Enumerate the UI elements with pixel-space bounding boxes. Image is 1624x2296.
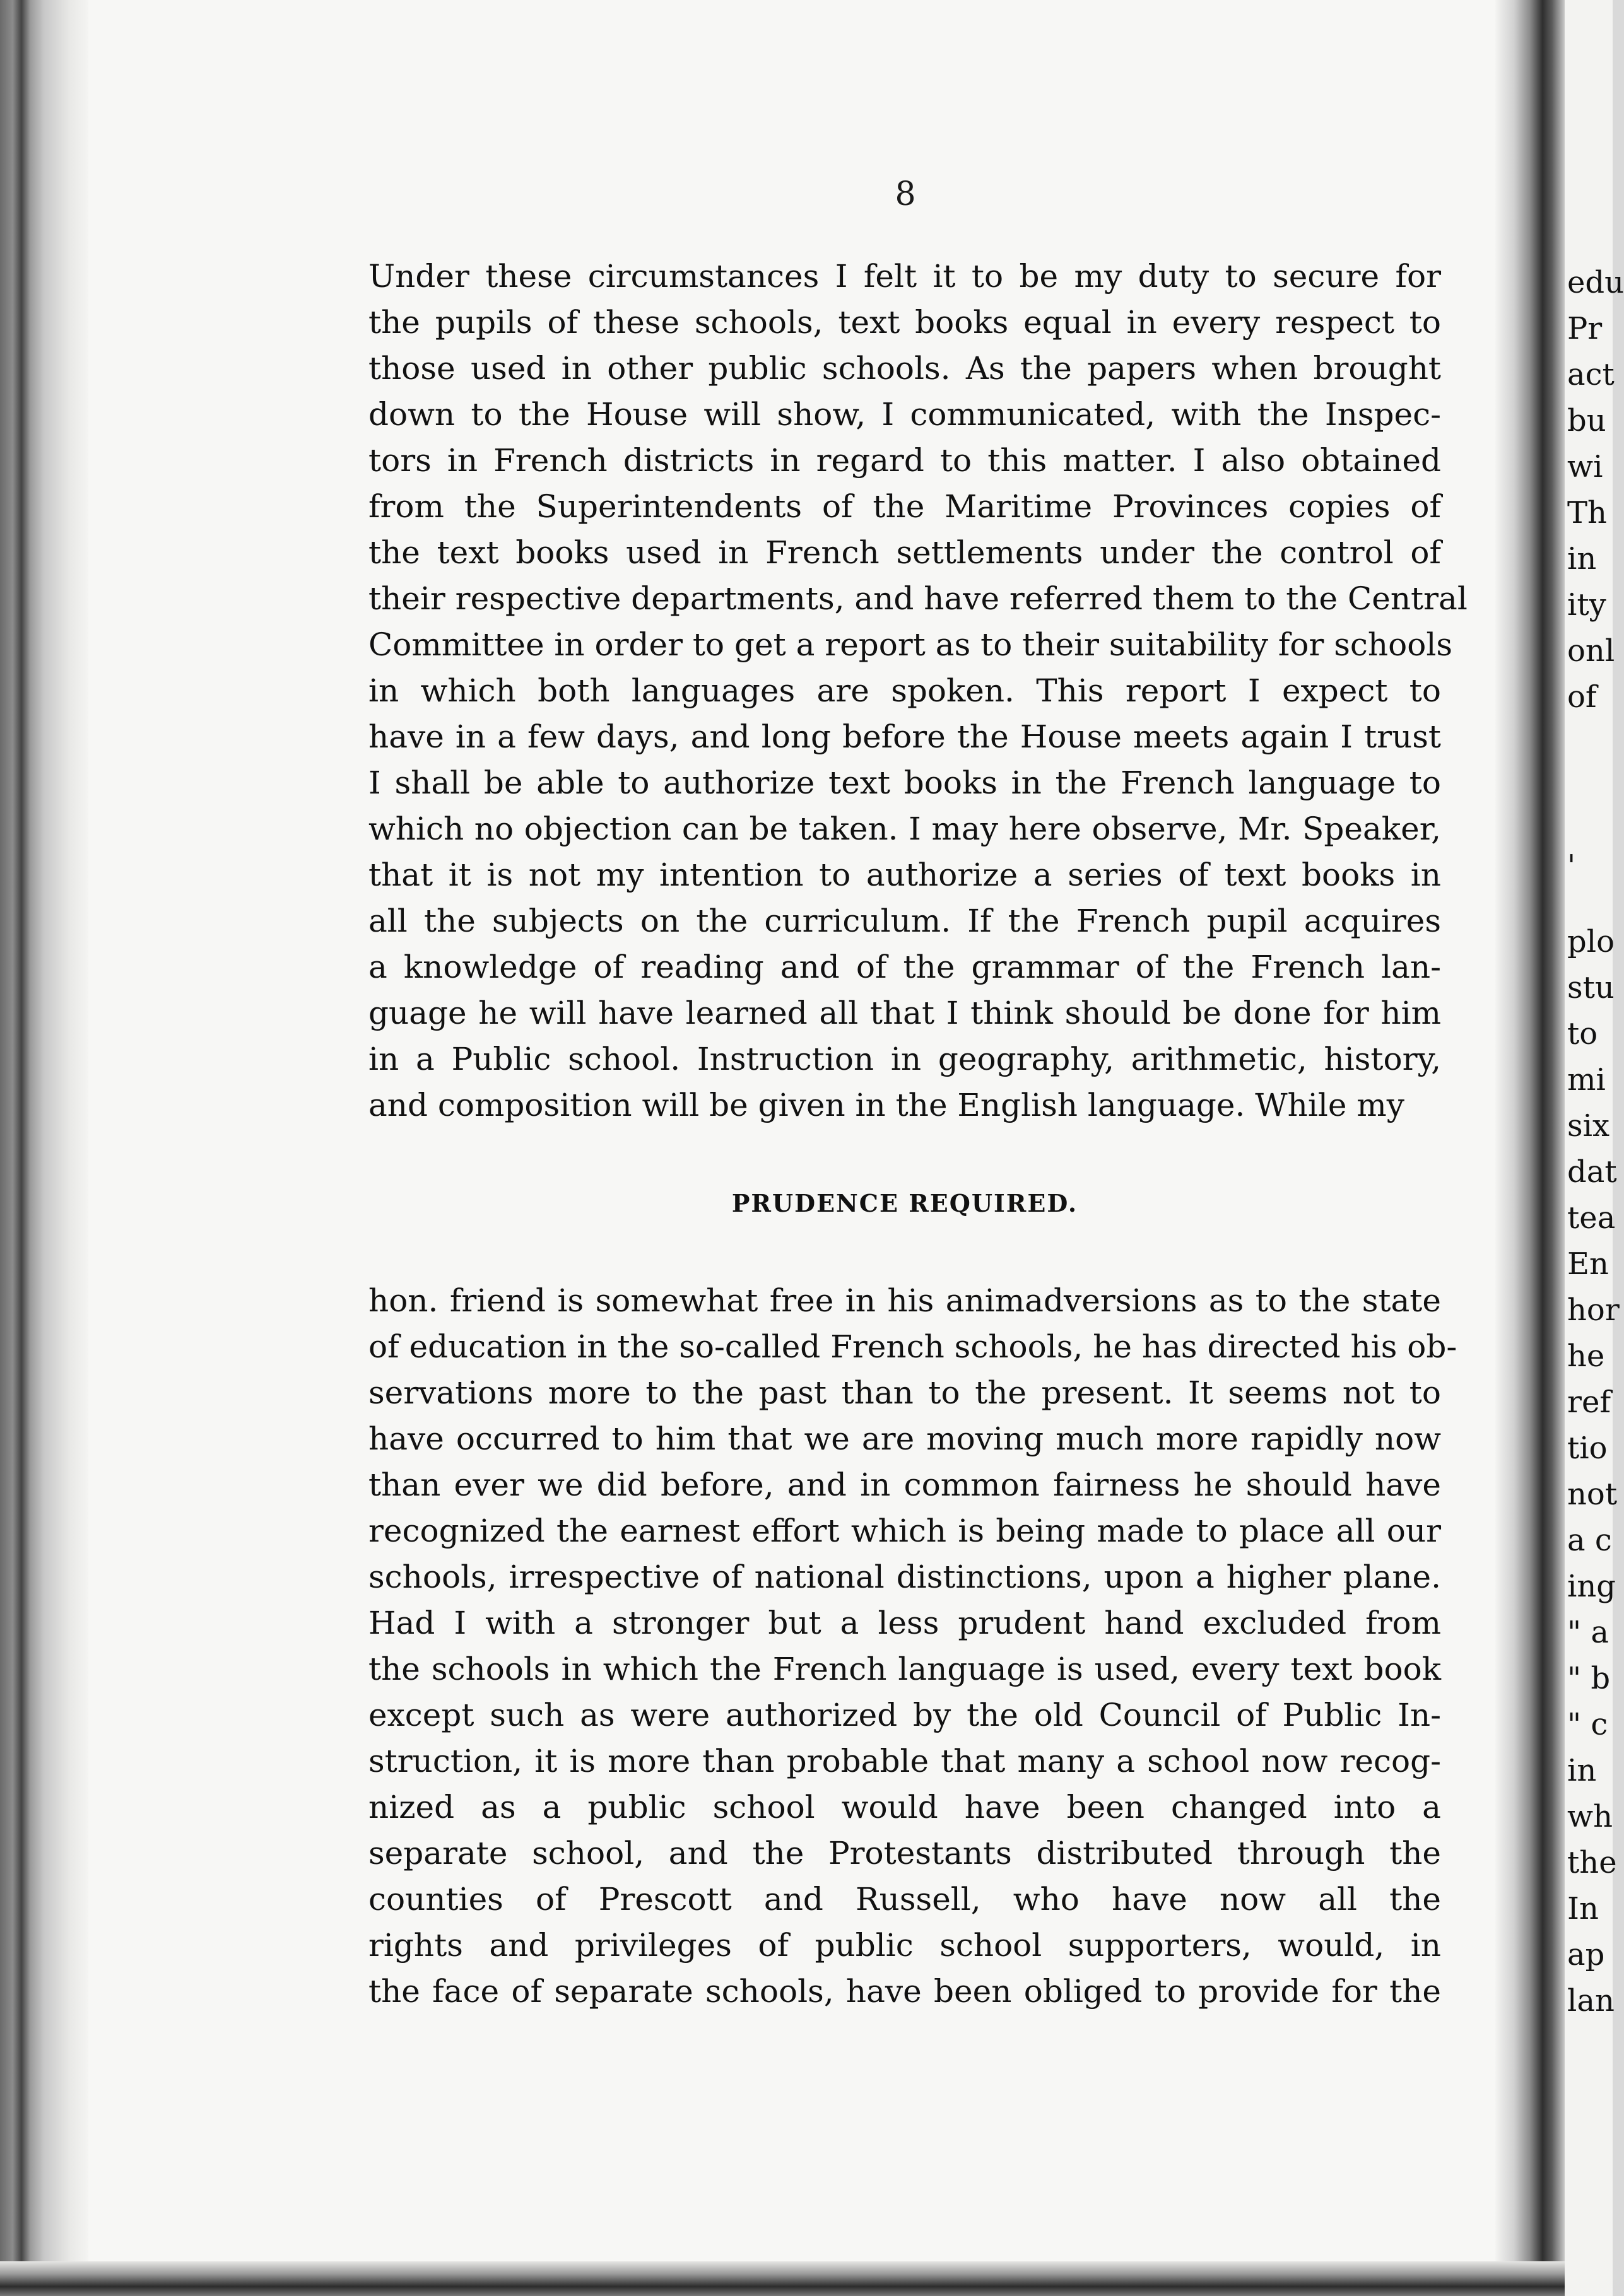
text-line: all the subjects on the curriculum. If the French pupil acquires <box>368 903 1441 939</box>
text-line: a knowledge of reading and of the grammar of the French lan- <box>368 949 1441 985</box>
text-line: nized as a public school would have been changed into a <box>368 1789 1441 1825</box>
adjacent-page-fragment: ity <box>1567 587 1606 623</box>
text-line: rights and privileges of public school supporters, would, in <box>368 1927 1441 1964</box>
text-line: in which both languages are spoken. This report I expect to <box>368 672 1441 709</box>
text-line: in a Public school. Instruction in geography, arithmetic, history, <box>368 1041 1441 1077</box>
text-line: from the Superintendents of the Maritime Provinces copies of <box>368 488 1441 525</box>
text-line: the pupils of these schools, text books equal in every respect to <box>368 304 1441 341</box>
text-line: which no objection can be taken. I may here observe, Mr. Speaker, <box>368 811 1441 847</box>
adjacent-page-fragment: mi <box>1567 1062 1606 1098</box>
adjacent-page-fragment: ap <box>1567 1937 1605 1972</box>
adjacent-page-fragment: Pr <box>1567 311 1603 346</box>
text-line: Under these circumstances I felt it to be my duty to secure for <box>368 258 1441 295</box>
text-line: servations more to the past than to the present. It seems not to <box>368 1374 1441 1411</box>
page-number: 8 <box>895 175 916 213</box>
adjacent-page-fragment: ing <box>1567 1569 1616 1604</box>
adjacent-page-fragment: the <box>1567 1845 1617 1880</box>
text-line: that it is not my intention to authorize a series of text books in <box>368 857 1441 893</box>
text-line: hon. friend is somewhat free in his animadversions as to the state <box>368 1282 1441 1319</box>
adjacent-page-fragment: bu <box>1567 403 1606 438</box>
adjacent-page-fragment: not <box>1567 1477 1618 1512</box>
text-line: have in a few days, and long before the House meets again I trust <box>368 718 1441 755</box>
adjacent-page-fragment: in <box>1567 1753 1597 1788</box>
adjacent-page-fragment: lan <box>1567 1983 1615 2018</box>
text-line: their respective departments, and have referred them to the Central <box>368 580 1468 617</box>
section-heading: PRUDENCE REQUIRED. <box>731 1189 1078 1217</box>
text-line: down to the House will show, I communicated, with the Inspec- <box>368 396 1441 433</box>
text-line: than ever we did before, and in common fairness he should have <box>368 1467 1441 1503</box>
adjacent-page-fragment: ' <box>1567 848 1576 884</box>
adjacent-page-fragment: In <box>1567 1891 1599 1926</box>
text-line: the schools in which the French language is used, every text book <box>368 1651 1441 1687</box>
text-line: and composition will be given in the English language. While my <box>368 1087 1404 1123</box>
adjacent-page-fragment: in <box>1567 541 1597 577</box>
adjacent-page-fragment: ref <box>1567 1385 1611 1420</box>
adjacent-page-fragment: tio <box>1567 1431 1608 1466</box>
adjacent-page-fragment: a c <box>1567 1523 1612 1558</box>
adjacent-page-fragment: hor <box>1567 1292 1620 1328</box>
adjacent-page-fragment: edu <box>1567 265 1624 300</box>
text-line: separate school, and the Protestants distributed through the <box>368 1835 1441 1871</box>
text-line: the face of separate schools, have been obliged to provide for the <box>368 1973 1441 2010</box>
adjacent-page-fragment: six <box>1567 1108 1610 1144</box>
adjacent-page-fragment: " c <box>1567 1707 1608 1742</box>
adjacent-page-edge <box>1565 0 1624 2296</box>
adjacent-page-fragment: wi <box>1567 449 1603 484</box>
adjacent-page-fragment: tea <box>1567 1200 1616 1236</box>
text-line: have occurred to him that we are moving much more rapidly now <box>368 1420 1441 1457</box>
adjacent-page-fragment: En <box>1567 1246 1609 1282</box>
text-line: struction, it is more than probable that many a school now recog- <box>368 1743 1441 1779</box>
adjacent-page-fragment: he <box>1567 1338 1605 1374</box>
text-line: counties of Prescott and Russell, who have now all the <box>368 1881 1441 1918</box>
text-line: I shall be able to authorize text books in the French language to <box>368 764 1441 801</box>
adjacent-page-fragment: of <box>1567 679 1597 715</box>
adjacent-page-fragment: Th <box>1567 495 1607 530</box>
paragraph-2 <box>368 1278 1457 2015</box>
adjacent-page-fragment: dat <box>1567 1154 1617 1190</box>
text-line: of education in the so-called French schools, he has directed his ob- <box>368 1328 1457 1365</box>
adjacent-page-fragment: onl <box>1567 633 1615 669</box>
adjacent-page-fragment: wh <box>1567 1799 1613 1834</box>
text-line: schools, irrespective of national distinctions, upon a higher plane. <box>368 1559 1441 1595</box>
text-line: the text books used in French settlements under the control of <box>368 534 1441 571</box>
adjacent-page-fragment: stu <box>1567 970 1615 1005</box>
text-line: Committee in order to get a report as to their suitability for schools <box>368 626 1452 663</box>
page-bottom-edge <box>0 2261 1613 2296</box>
adjacent-page-fragment: act <box>1567 357 1615 392</box>
paragraph-1 <box>368 254 1468 1128</box>
text-line: those used in other public schools. As the papers when brought <box>368 350 1441 387</box>
binding-shadow-left <box>0 0 88 2296</box>
adjacent-page-fragment: " b <box>1567 1661 1611 1696</box>
text-line: except such as were authorized by the old Council of Public In- <box>368 1697 1441 1733</box>
text-line: recognized the earnest effort which is being made to place all our <box>368 1513 1441 1549</box>
adjacent-page-fragment: " a <box>1567 1615 1609 1650</box>
adjacent-page-fragment: to <box>1567 1016 1598 1051</box>
text-line: guage he will have learned all that I think should be done for him <box>368 995 1441 1031</box>
page-gutter <box>1495 0 1565 2296</box>
adjacent-page-fragment: plo <box>1567 924 1615 959</box>
text-line: Had I with a stronger but a less prudent hand excluded from <box>368 1605 1441 1641</box>
text-line: tors in French districts in regard to this matter. I also obtained <box>368 442 1441 479</box>
